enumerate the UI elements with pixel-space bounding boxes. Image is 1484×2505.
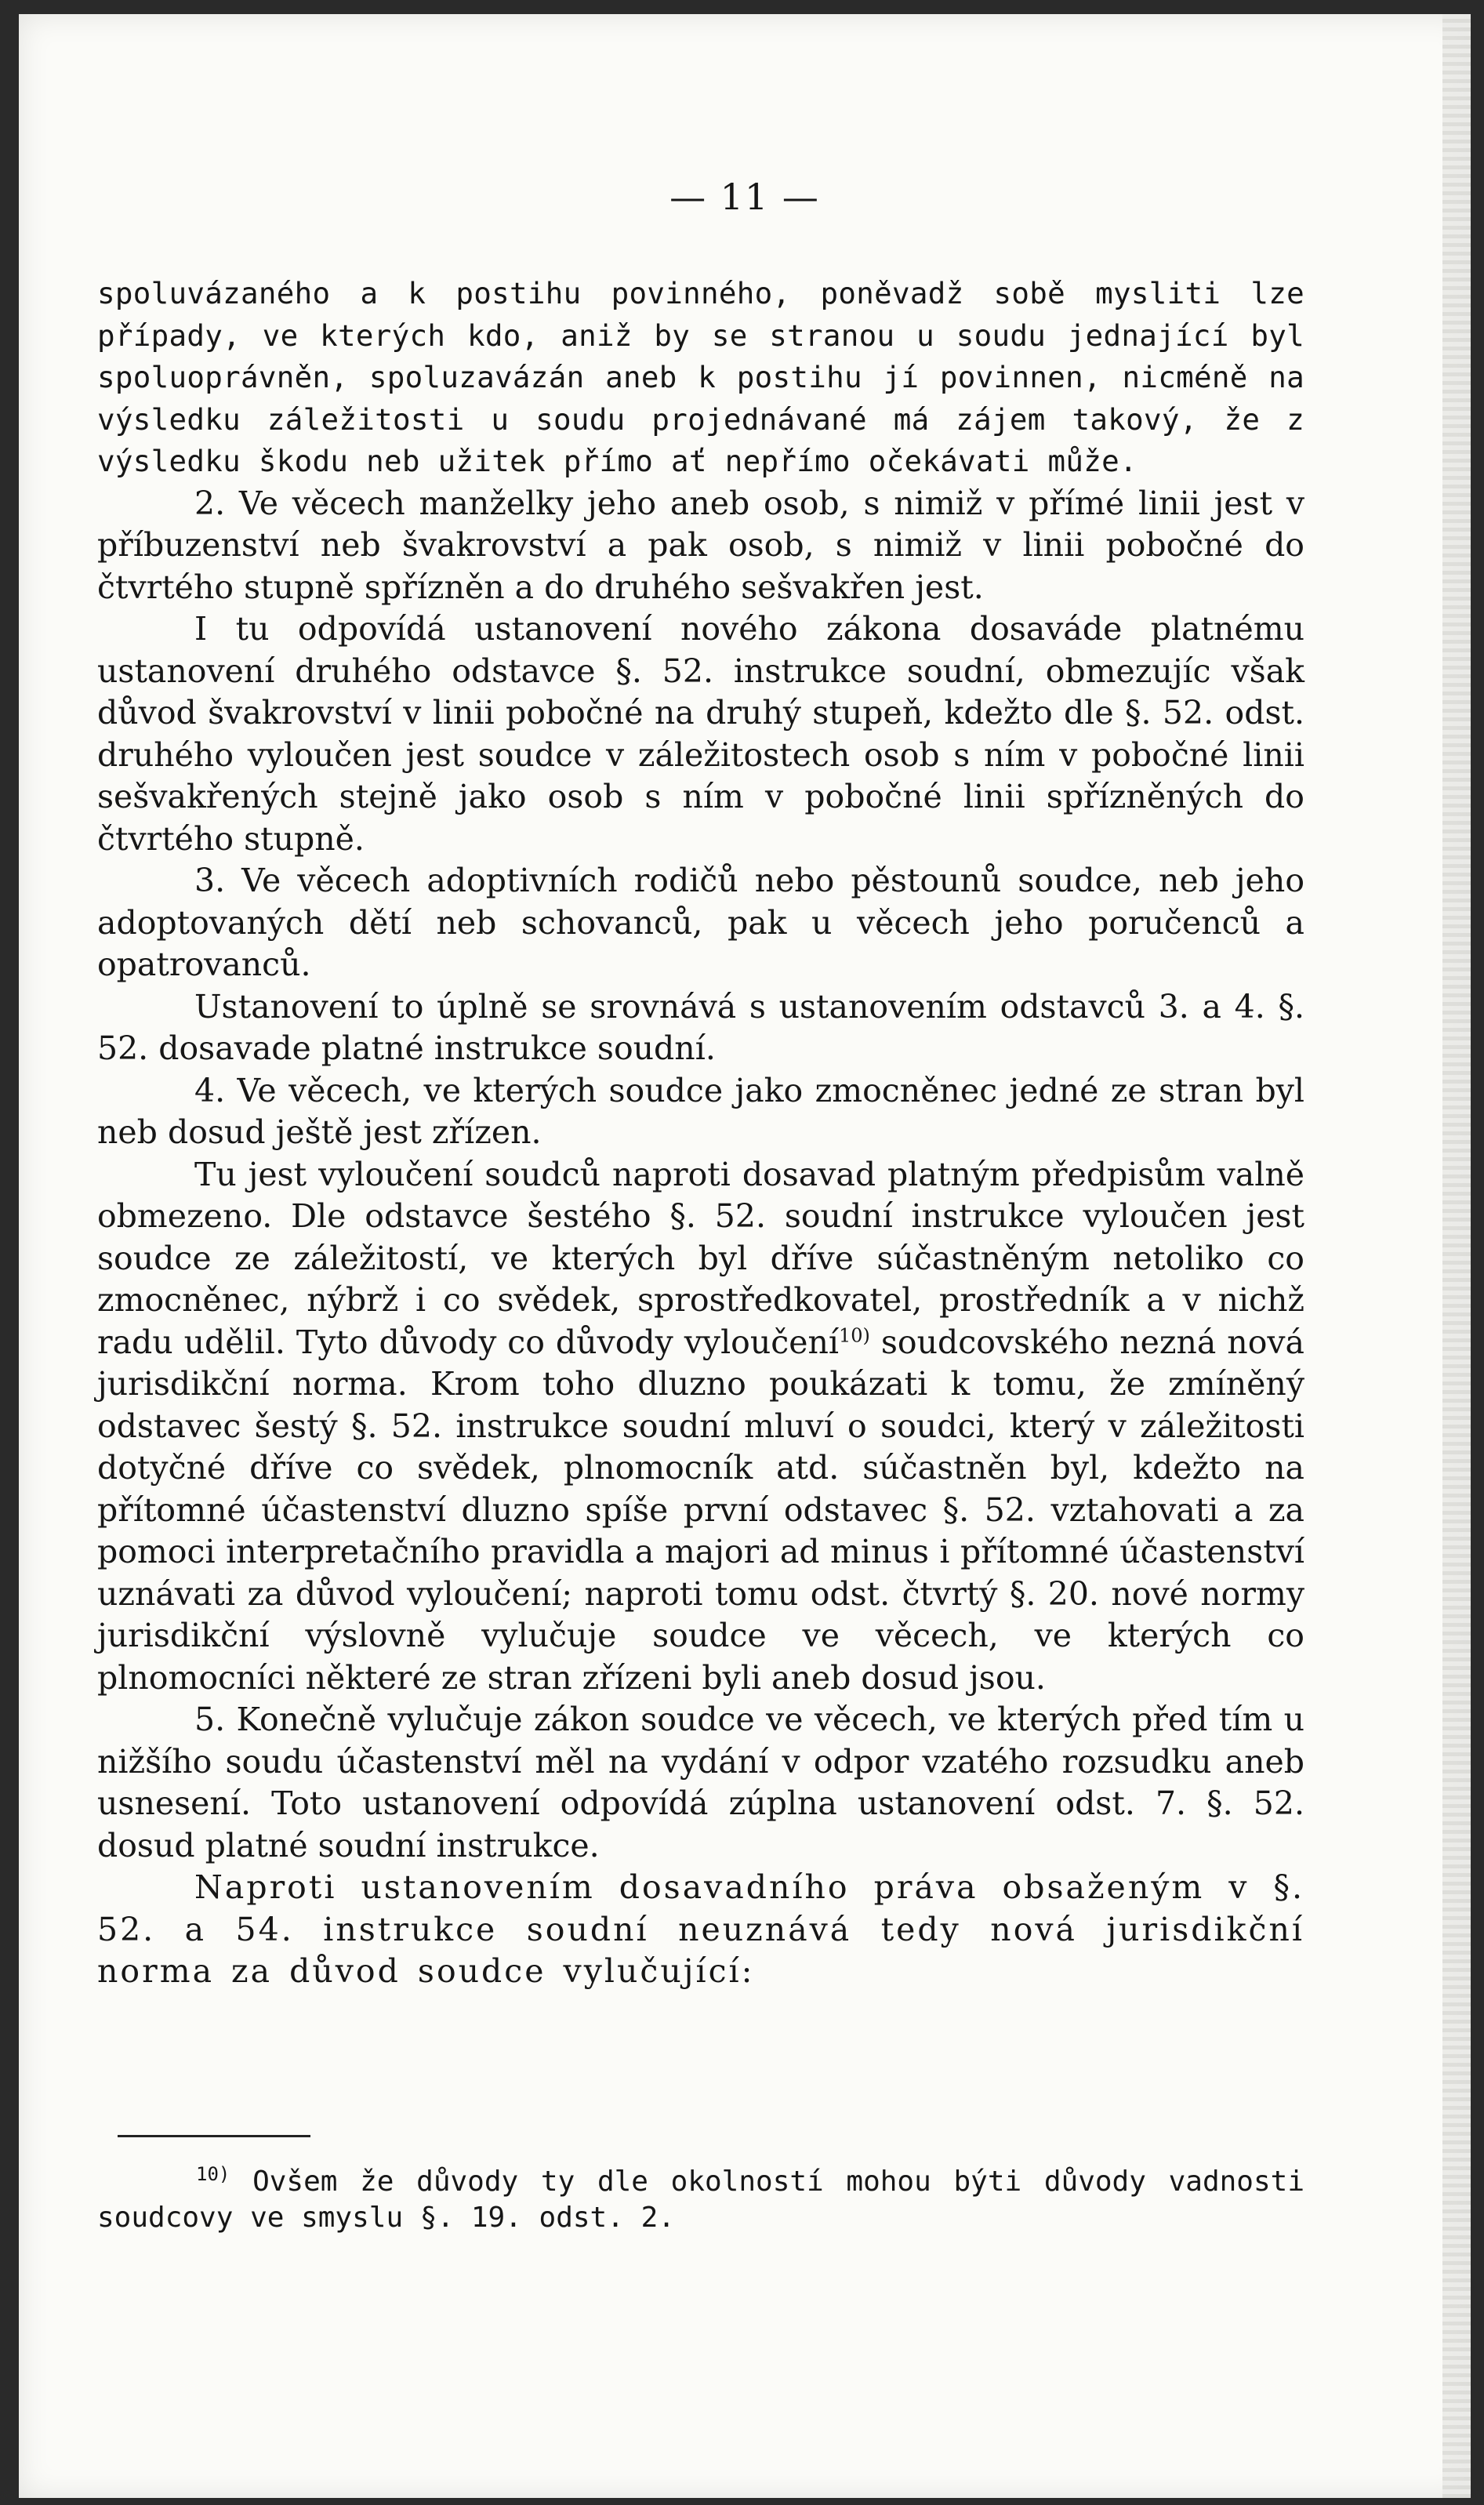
paragraph-item-2: 2. Ve věcech manželky jeho aneb osob, s nimiž v přímé linii jest v příbuzenství neb švakrovství a pak osob, s nimiž v linii pobočné do čtvrtého stupně spřízněn a do druhého sešvakřen jest. — [97, 484, 1304, 606]
footnote-paragraph — [97, 2164, 1304, 2236]
paragraph-commentary-4 — [97, 1154, 1304, 1700]
commentary-4-part-2: soudcovského nezná nová jurisdikční norma. Krom toho dluzno poukázati k tomu, že zmíněný odstavec šestý §. 52. instrukce soudní mluví o soudci, který v záležitosti dotyčné dříve co svědek, plnomocník atd. súčastněn byl, kdežto na přítomné účastenství dluzno spíše první odstavec §. 52. vztahovati a za pomoci interpretačního pravidla a majori ad minus i přítomné účastenství uznávati za důvod vyloučení; naproti tomu odst. čtvrtý §. 20. nové normy jurisdikční výslovně vylučuje soudce ve věcech, ve kterých co plnomocníci některé ze stran zřízeni byli aneb dosud jsou. — [97, 1323, 1304, 1697]
paragraph-commentary-2: I tu odpovídá ustanovení nového zákona dosavádе platnému ustanovení druhého odstavce §. 52. instrukce soudní, obmezujíc však důvod švakrovství v linii pobočné na druhý stupeň, kdežto dle §. 52. odst. druhého vyloučen jest soudce v záležitostech osob s ním v pobočné linii sešvakřených stejně jako osob s ním v pobočné linii spřízněných do čtvrtého stupně. — [97, 610, 1304, 858]
body-text — [97, 273, 1304, 1993]
paragraph-item-5: 5. Konečně vylučuje zákon soudce ve věcech, ve kterých před tím u nižšího soudu účastenství měl na vydání v odpor vzatého rozsudku aneb usnesení. Toto ustanovení odpovídá zúplna ustanovení odst. 7. §. 52. dosud platné soudní instrukce. — [97, 1701, 1304, 1864]
page-number: — 11 — — [669, 176, 820, 218]
paragraph-continuation: spoluvázaného a k postihu povinného, poněvadž sobě mysliti lze případy, ve kterých kdo, aniž by se stranou u soudu jednající byl spoluoprávněn, spoluzavázán aneb k postihu jí povinnen, nicméně na výsledku záležitosti u soudu projednávané má zájem takový, že z výsledku škodu neb užitek přímo ať nepřímo očekávati může. — [97, 276, 1304, 478]
paragraph-item-3: 3. Ve věcech adoptivních rodičů nebo pěstounů soudce, neb jeho adoptovaných dětí neb schovanců, pak u věcech jeho poručenců a opatrovanců. — [97, 862, 1304, 983]
footnote-marker: 10) — [196, 2163, 230, 2185]
footnote-text: Ovšem že důvody ty dle okolností mohou býti důvody vadnosti soudcovy ve smyslu §. 19. odst. 2. — [97, 2166, 1304, 2234]
paragraph-commentary-3: Ustanovení to úplně se srovnává s ustanovením odstavců 3. a 4. §. 52. dosavade platné instrukce soudní. — [97, 987, 1304, 1067]
paragraph-conclusion: Naproti ustanovením dosavadního práva obsaženým v §. 52. a 54. instrukce soudní neuznává tedy nová jurisdikční norma za důvod soudce vylučující: — [97, 1868, 1304, 1990]
footnote-divider — [118, 2135, 310, 2137]
paragraph-item-4: 4. Ve věcech, ve kterých soudce jako zmocněnec jedné ze stran byl neb dosud ještě jest zřízen. — [97, 1071, 1304, 1151]
book-page — [19, 14, 1471, 2498]
footnote-reference: 10) — [839, 1323, 870, 1346]
commentary-4-part-1: Tu jest vyloučení soudců naproti dosavad platným předpisům valně obmezeno. Dle odstavce šestého §. 52. soudní instrukce vyloučen jest soudce ze záležitostí, ve kterých byl dříve súčastněným netoliko co zmocněnec, nýbrž i co svědek, sprostředkovatel, prostředník a v nichž radu udělil. Tyto důvody co důvody vyloučení — [97, 1155, 1304, 1361]
page-edge-shadow — [1442, 14, 1471, 2498]
footnote — [97, 2164, 1304, 2236]
